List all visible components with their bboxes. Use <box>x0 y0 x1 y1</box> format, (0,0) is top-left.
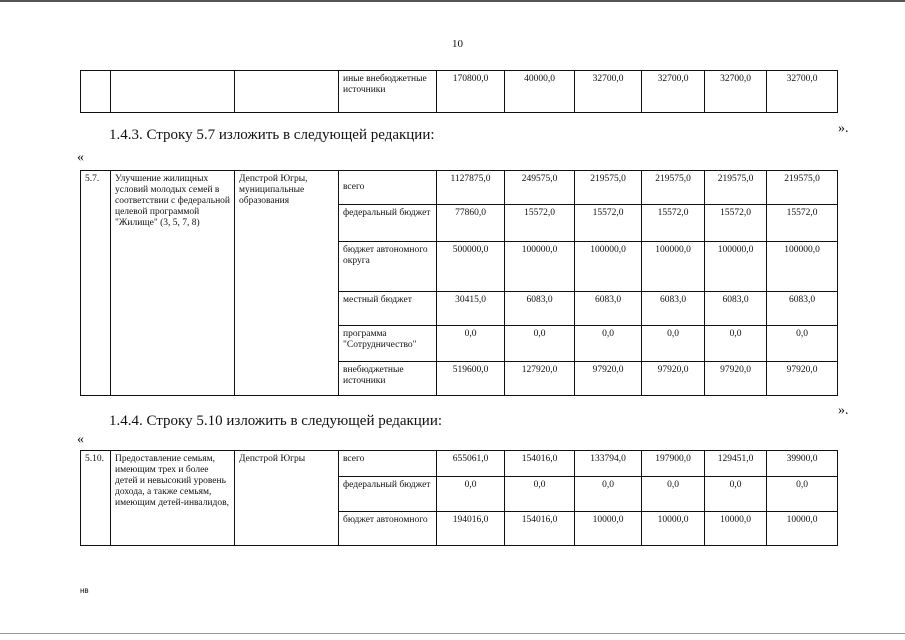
funding-source-cell: федеральный бюджет <box>339 477 437 512</box>
value-cell: 6083,0 <box>705 292 767 326</box>
value-cell: 97920,0 <box>575 362 642 396</box>
value-cell: 0,0 <box>437 477 505 512</box>
closing-quote: ». <box>838 403 849 418</box>
value-cell: 655061,0 <box>437 451 505 477</box>
value-cell: 0,0 <box>437 326 505 362</box>
row-5-10-table <box>80 450 838 546</box>
executor: Депстрой Югры <box>235 451 339 546</box>
value-cell: 97920,0 <box>767 362 838 396</box>
row-number: 5.10. <box>81 451 111 546</box>
value-cell: 6083,0 <box>505 292 575 326</box>
measure-name: Улучшение жилищных условий молодых семей в соответствии с федеральной целевой программой "Жилище" (3, 5, 7, 8) <box>111 171 235 396</box>
table-cell-executor <box>235 71 339 113</box>
value-cell: 10000,0 <box>575 512 642 546</box>
value-cell: 129451,0 <box>705 451 767 477</box>
funding-source-cell: бюджет автономного <box>339 512 437 546</box>
value-cell: 0,0 <box>505 477 575 512</box>
value-cell: 100000,0 <box>575 242 642 292</box>
funding-source-cell: бюджет автономного округа <box>339 242 437 292</box>
value-cell: 0,0 <box>575 326 642 362</box>
footer-mark: нв <box>80 586 89 595</box>
value-cell: 154016,0 <box>505 512 575 546</box>
value-cell: 0,0 <box>705 477 767 512</box>
value-cell: 500000,0 <box>437 242 505 292</box>
page-number: 10 <box>452 38 463 50</box>
value-cell: 32700,0 <box>767 71 838 113</box>
value-cell: 100000,0 <box>705 242 767 292</box>
opening-quote: « <box>77 150 84 165</box>
opening-quote: « <box>77 432 84 447</box>
value-cell: 100000,0 <box>505 242 575 292</box>
value-cell: 1127875,0 <box>437 171 505 205</box>
funding-source-cell: программа "Сотрудничество" <box>339 326 437 362</box>
value-cell: 6083,0 <box>575 292 642 326</box>
value-cell: 6083,0 <box>642 292 705 326</box>
value-cell: 40000,0 <box>505 71 575 113</box>
value-cell: 0,0 <box>642 477 705 512</box>
value-cell: 97920,0 <box>642 362 705 396</box>
funding-source-cell: федеральный бюджет <box>339 205 437 242</box>
scan-bottom-edge <box>0 633 905 634</box>
value-cell: 15572,0 <box>767 205 838 242</box>
closing-quote: ». <box>838 121 849 136</box>
value-cell: 127920,0 <box>505 362 575 396</box>
value-cell: 6083,0 <box>767 292 838 326</box>
row-5-7-table <box>80 170 838 396</box>
value-cell: 133794,0 <box>575 451 642 477</box>
value-cell: 249575,0 <box>505 171 575 205</box>
continuation-table <box>80 70 838 113</box>
value-cell: 10000,0 <box>705 512 767 546</box>
value-cell: 32700,0 <box>642 71 705 113</box>
value-cell: 0,0 <box>767 326 838 362</box>
value-cell: 100000,0 <box>642 242 705 292</box>
section-heading: 1.4.4. Строку 5.10 изложить в следующей редакции: <box>109 413 443 429</box>
table-cell-name <box>111 71 235 113</box>
value-cell: 15572,0 <box>505 205 575 242</box>
table-row <box>81 71 838 113</box>
value-cell: 0,0 <box>642 326 705 362</box>
value-cell: 77860,0 <box>437 205 505 242</box>
value-cell: 97920,0 <box>705 362 767 396</box>
value-cell: 194016,0 <box>437 512 505 546</box>
executor: Депстрой Югры, муниципальные образования <box>235 171 339 396</box>
value-cell: 39900,0 <box>767 451 838 477</box>
value-cell: 0,0 <box>575 477 642 512</box>
value-cell: 519600,0 <box>437 362 505 396</box>
value-cell: 30415,0 <box>437 292 505 326</box>
value-cell: 197900,0 <box>642 451 705 477</box>
value-cell: 0,0 <box>767 477 838 512</box>
table-row <box>81 451 838 477</box>
row-number: 5.7. <box>81 171 111 396</box>
table-cell-num <box>81 71 111 113</box>
value-cell: 154016,0 <box>505 451 575 477</box>
funding-source-cell: внебюджетные источники <box>339 362 437 396</box>
funding-source-cell: всего <box>339 451 437 477</box>
value-cell: 15572,0 <box>575 205 642 242</box>
value-cell: 0,0 <box>705 326 767 362</box>
table-row <box>81 171 838 205</box>
scan-top-edge <box>0 0 905 2</box>
value-cell: 15572,0 <box>705 205 767 242</box>
value-cell: 15572,0 <box>642 205 705 242</box>
measure-name: Предоставление семьям, имеющим трех и более детей и невысокий уровень дохода, а также семьям, имеющим детей-инвалидов, <box>111 451 235 546</box>
value-cell: 219575,0 <box>575 171 642 205</box>
value-cell: 10000,0 <box>642 512 705 546</box>
value-cell: 32700,0 <box>575 71 642 113</box>
value-cell: 100000,0 <box>767 242 838 292</box>
value-cell: 32700,0 <box>705 71 767 113</box>
value-cell: 0,0 <box>505 326 575 362</box>
value-cell: 170800,0 <box>437 71 505 113</box>
funding-source-cell: иные внебюджетные источники <box>339 71 437 113</box>
funding-source-cell: всего <box>339 171 437 205</box>
value-cell: 219575,0 <box>705 171 767 205</box>
section-heading: 1.4.3. Строку 5.7 изложить в следующей редакции: <box>109 127 435 143</box>
value-cell: 219575,0 <box>642 171 705 205</box>
value-cell: 219575,0 <box>767 171 838 205</box>
value-cell: 10000,0 <box>767 512 838 546</box>
funding-source-cell: местный бюджет <box>339 292 437 326</box>
